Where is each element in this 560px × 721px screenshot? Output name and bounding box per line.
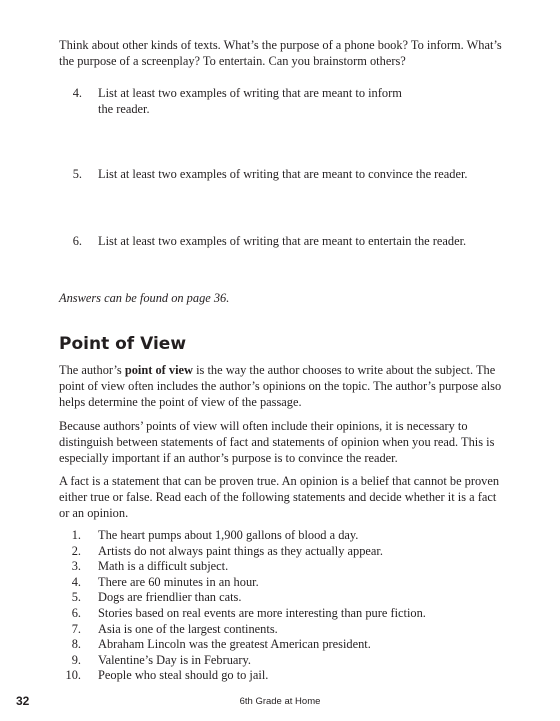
list-item: 5. Dogs are friendlier than cats. [71, 590, 242, 605]
point-of-view-term: point of view [124, 363, 193, 377]
point-of-view-paragraph: The author’s point of view is the way the author chooses to write about the subject. The point of view often includes the author’s opinions on the topic. The author’s purpose also helps determine the point of view of the passage. [59, 363, 502, 409]
list-item: 7. Asia is one of the largest continents. [71, 621, 278, 636]
question-6-text: List at least two examples of writing that are meant to entertain the reader. [98, 234, 467, 248]
question-5-number: 5. [72, 167, 82, 181]
question-6-number: 6. [72, 234, 82, 248]
list-item: 1. The heart pumps about 1,900 gallons of blood a day. [71, 528, 359, 542]
answers-note: Answers can be found on page 36. [59, 291, 230, 305]
list-item: 10. People who steal should go to jail. [65, 668, 269, 683]
question-5-text: List at least two examples of writing that are meant to convince the reader. [98, 167, 468, 181]
list-item: 8. Abraham Lincoln was the greatest American president. [71, 637, 371, 652]
question-4-text: List at least two examples of writing that are meant to inform the reader. [98, 86, 402, 116]
section-heading: Point of View [59, 334, 187, 354]
footer-book-title: 6th Grade at Home [239, 696, 321, 707]
page-number: 32 [16, 694, 30, 708]
list-item: 3. Math is a difficult subject. [71, 559, 229, 574]
fact-definition-paragraph: A fact is a statement that can be proven true. An opinion is a belief that cannot be proven either true or false. Read each of the following statements and decide whether it is a fact or an opinion. [59, 474, 500, 520]
list-item: 2. Artists do not always paint things as they actually appear. [71, 543, 383, 558]
statement-list [59, 528, 426, 684]
list-item: 9. Valentine’s Day is in February. [71, 652, 252, 667]
fact-opinion-paragraph: Because authors’ points of view will often include their opinions, it is necessary to distinguish between statements of fact and statements of opinion when you read. This is especially important if an author’s purpose is to convince the reader. [59, 419, 495, 465]
question-4-number: 4. [72, 86, 82, 100]
list-item: 6. Stories based on real events are more interesting than pure fiction. [71, 605, 426, 620]
list-item: 4. There are 60 minutes in an hour. [71, 574, 259, 589]
intro-paragraph: Think about other kinds of texts. What’s the purpose of a phone book? To inform. What’s the purpose of a screenplay? To entertain. Can you brainstorm others? [59, 38, 502, 68]
